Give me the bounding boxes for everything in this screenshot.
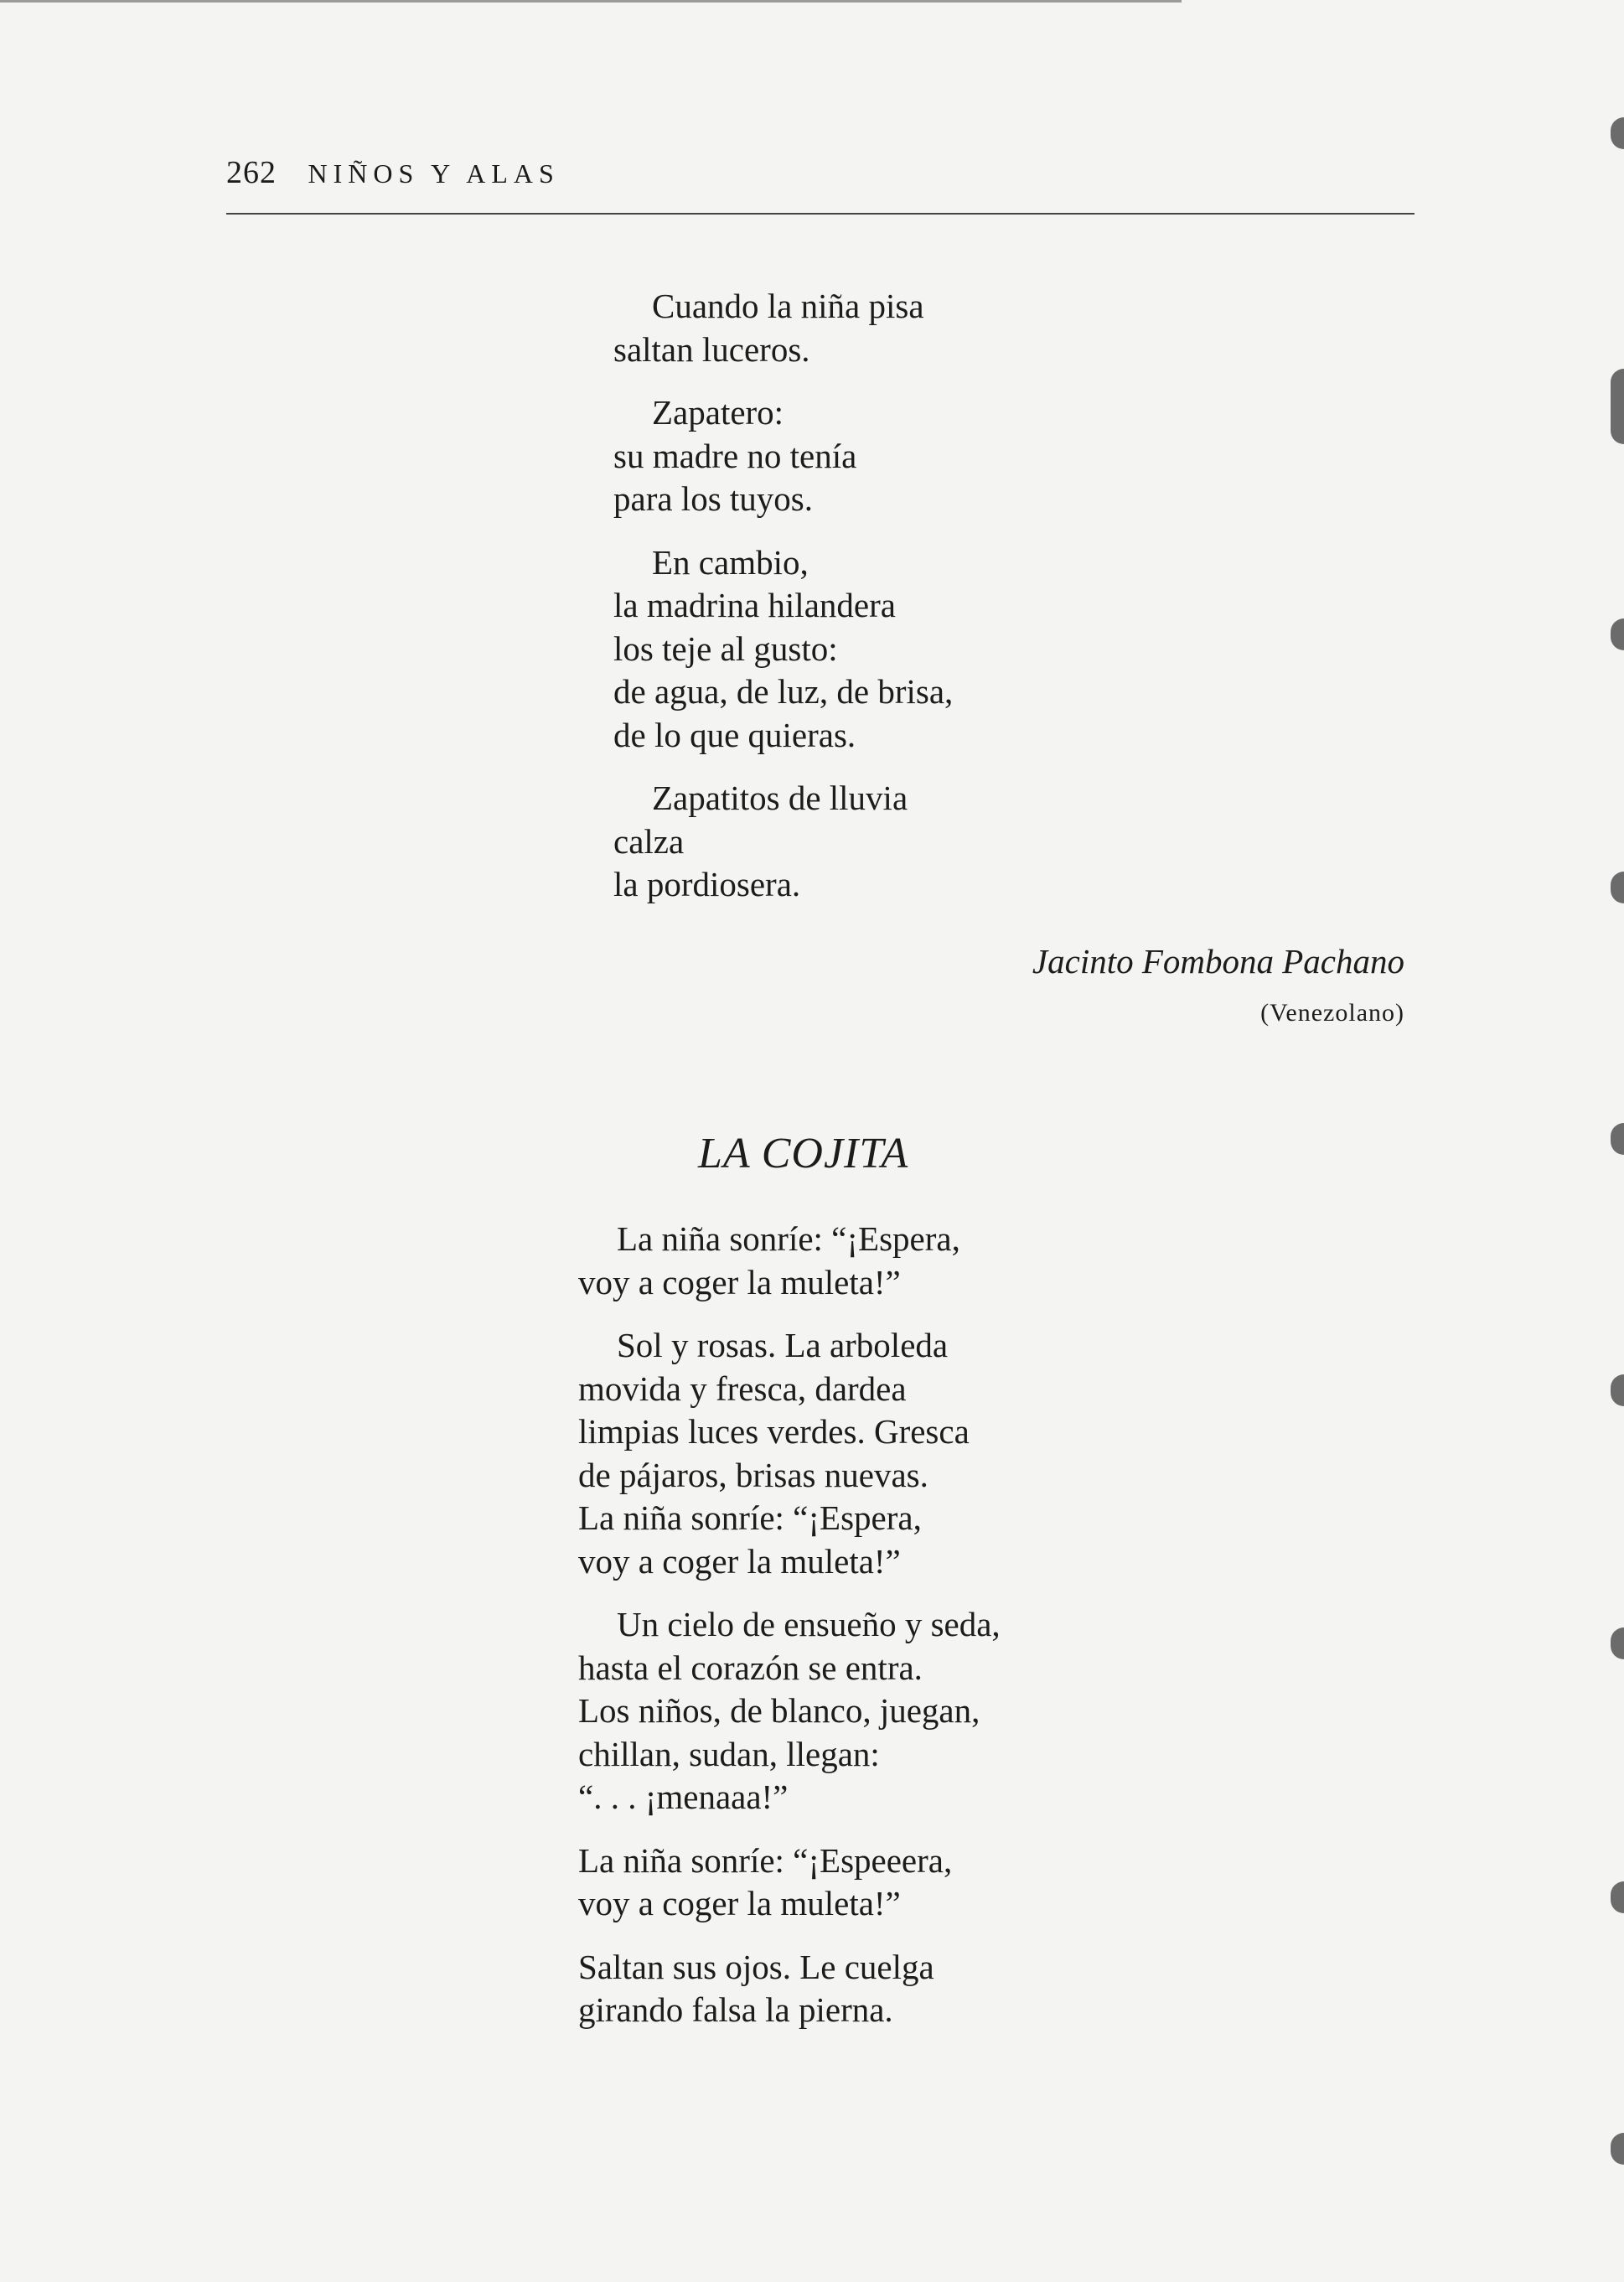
verse-line: de agua, de luz, de brisa, [613, 672, 954, 711]
stanza [613, 391, 953, 521]
verse-line: Sol y rosas. La arboleda [617, 1326, 949, 1364]
stanza [578, 1324, 1001, 1583]
verse-line: voy a coger la muleta!” [578, 1884, 901, 1922]
poem-one [613, 285, 953, 927]
top-edge-rule [0, 0, 1182, 3]
verse-line: los teje al gusto: [613, 629, 838, 668]
verse-line: La niña sonríe: “¡Espera, [617, 1219, 960, 1258]
verse-line: Cuando la niña pisa [652, 287, 924, 325]
running-head [226, 153, 560, 194]
verse-line: su madre no tenía [613, 436, 857, 475]
verse-line: calza [613, 821, 685, 861]
poem-author: Jacinto Fombona Pachano [1032, 942, 1404, 981]
verse-line: voy a coger la muleta!” [578, 1541, 901, 1581]
stanza [613, 777, 953, 907]
stanza [578, 1603, 1001, 1819]
binder-hole [1611, 618, 1624, 650]
page-number: 262 [226, 155, 277, 190]
verse-line: para los tuyos. [613, 479, 813, 518]
stanza [578, 1840, 1001, 1926]
binder-hole [1611, 1374, 1624, 1406]
verse-line: la pordiosera. [613, 865, 801, 903]
binder-hole [1611, 369, 1624, 444]
stanza [613, 285, 953, 371]
verse-line: Zapatitos de lluvia [652, 779, 908, 817]
verse-line: La niña sonríe: “¡Espeeera, [578, 1840, 953, 1880]
book-title: NIÑOS Y ALAS [308, 158, 560, 189]
verse-line: girando falsa la pierna. [578, 1990, 893, 2029]
binder-hole [1611, 2133, 1624, 2165]
verse-line: En cambio, [652, 542, 809, 582]
verse-line: chillan, sudan, llegan: [578, 1734, 880, 1773]
header-rule [226, 213, 1415, 215]
verse-line: Zapatero: [652, 393, 784, 432]
verse-line: limpias luces verdes. Gresca [578, 1412, 970, 1451]
verse-line: saltan luceros. [613, 329, 810, 369]
stanza [613, 541, 953, 758]
stanza [578, 1946, 1001, 2032]
binder-hole [1611, 1627, 1624, 1659]
poem-title: LA COJITA [698, 1130, 909, 1177]
verse-line: de lo que quieras. [613, 715, 856, 754]
verse-line: Los niños, de blanco, juegan, [578, 1691, 980, 1730]
author-nationality: (Venezolano) [1260, 999, 1404, 1027]
verse-line: de pájaros, brisas nuevas. [578, 1455, 928, 1494]
binder-hole [1611, 872, 1624, 903]
binder-hole [1611, 117, 1624, 149]
verse-line: la madrina hilandera [613, 586, 896, 624]
binder-hole [1611, 1881, 1624, 1913]
verse-line: hasta el corazón se entra. [578, 1648, 923, 1687]
verse-line: La niña sonríe: “¡Espera, [578, 1498, 922, 1537]
verse-line: Saltan sus ojos. Le cuelga [578, 1947, 934, 1986]
binder-hole [1611, 1123, 1624, 1155]
poem-two [578, 1218, 1001, 2052]
stanza [578, 1218, 1001, 1304]
verse-line: Un cielo de ensueño y seda, [617, 1605, 1001, 1643]
verse-line: movida y fresca, dardea [578, 1369, 907, 1408]
verse-line: voy a coger la muleta!” [578, 1262, 901, 1301]
verse-line: “. . . ¡menaaa!” [578, 1777, 789, 1816]
